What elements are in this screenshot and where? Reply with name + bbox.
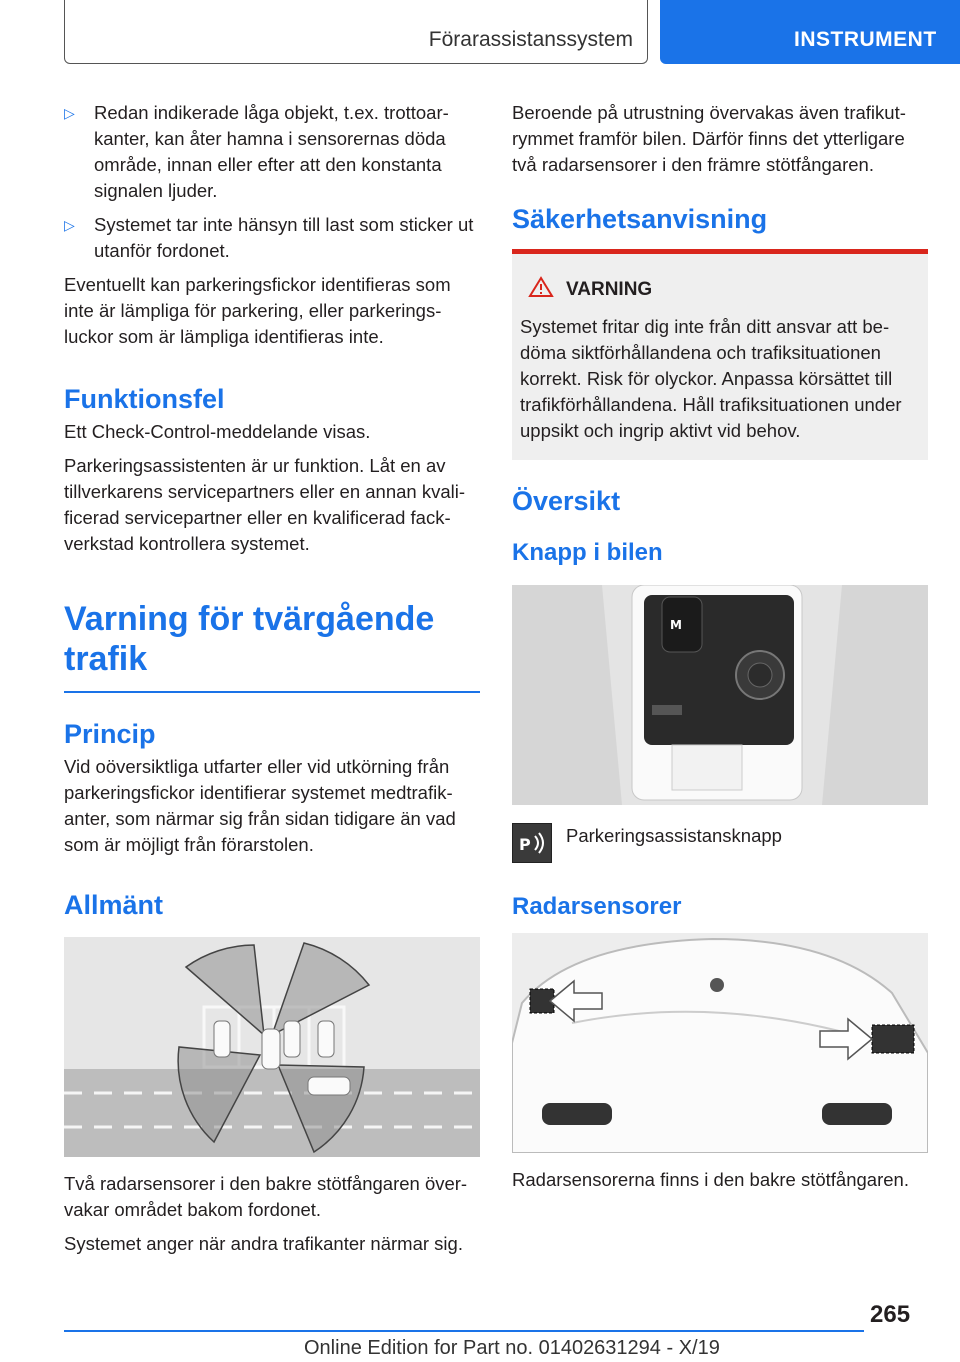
figure-caption: Radarsensorerna finns i den bakre stötfångaren. — [512, 1169, 909, 1190]
paragraph: Vid oöversiktliga utfarter eller vid utkörning från parkeringsfickor identifierar systemet medtrafik‐anter, som närmar sig från sidan tidigare än vad som är möjligt från förarstolen. — [64, 756, 456, 855]
header-section-tab — [64, 0, 648, 64]
heading-funktionsfel: Funktionsfel — [64, 384, 225, 414]
center-console-photo — [512, 585, 928, 805]
warning-box — [512, 249, 928, 460]
heading-varning-line1: Varning för tvärgående — [64, 600, 435, 638]
footer-rule — [64, 1330, 864, 1332]
heading-princip: Princip — [64, 719, 156, 749]
bullet-text: Systemet tar inte hänsyn till last som sticker ut utanför fordonet. — [94, 214, 474, 261]
right-column — [512, 100, 928, 1201]
figure-caption: Två radarsensorer i den bakre stötfångaren över‐vakar området bakom fordonet. — [64, 1173, 468, 1220]
button-legend — [512, 823, 928, 863]
heading-allmant: Allmänt — [64, 890, 164, 920]
warning-triangle-icon — [528, 276, 554, 304]
paragraph: Parkeringsassistenten är ur funktion. Låt en av tillverkarens servicepartners eller en annan kvali‐ficerad servicepartner eller en kvalificerad fack‐verkstad kontrollera systemet. — [64, 455, 466, 554]
left-column — [64, 100, 480, 1265]
heading-oversikt: Översikt — [512, 486, 621, 516]
bullet-text: Redan indikerade låga objekt, t.ex. trottoar‐kanter, kan åter hamna i sensorernas döda område, innan eller efter att den konstanta signalen ljuder. — [94, 102, 449, 201]
warning-label: VARNING — [566, 279, 653, 300]
heading-varning-line2: trafik — [64, 640, 148, 678]
heading-knapp-i-bilen: Knapp i bilen — [512, 539, 663, 566]
warning-text: Systemet fritar dig inte från ditt ansvar att be‐döma siktförhållandena och trafiksituationen korrekt. Risk för olyckor. Anpassa körsättet till trafikförhållandena. Håll trafiksituationen under uppsikt och ingrip aktivt vid behov. — [520, 316, 902, 441]
figure-caption: Systemet anger när andra trafikanter närmar sig. — [64, 1233, 463, 1254]
rear-bumper-photo — [512, 933, 928, 1153]
footer-edition: Online Edition for Part no. 01402631294 - X/19 — [304, 1337, 720, 1359]
paragraph: Beroende på utrustning övervakas även trafikut‐rymmet framför bilen. Därför finns det ytterligare två radarsensorer i den främre stötfångaren. — [512, 102, 906, 175]
heading-sakerhetsanvisning: Säkerhetsanvisning — [512, 204, 768, 234]
page-number: 265 — [870, 1301, 911, 1328]
paragraph: Ett Check-Control-meddelande visas. — [64, 421, 371, 442]
header-section-title: Förarassistanssystem — [428, 28, 633, 51]
svg-text:P: P — [519, 835, 531, 854]
header-chapter-tab — [660, 0, 960, 64]
paragraph: Eventuellt kan parkeringsfickor identifieras som inte är lämpliga för parkering, eller parkerings‐luckor som är lämpliga identifieras inte. — [64, 274, 451, 347]
triangle-bullet-icon: ▷ — [64, 105, 75, 121]
bullet-item — [64, 100, 480, 204]
svg-text:M: M — [670, 618, 682, 632]
button-caption: Parkeringsassistansknapp — [566, 825, 782, 846]
triangle-bullet-icon: ▷ — [64, 217, 75, 233]
radar-coverage-illustration — [64, 937, 480, 1157]
bullet-item — [64, 212, 480, 264]
heading-radarsensorer: Radarsensorer — [512, 893, 682, 920]
header-chapter-title: INSTRUMENT — [794, 28, 937, 51]
park-assist-button-icon — [512, 823, 552, 863]
